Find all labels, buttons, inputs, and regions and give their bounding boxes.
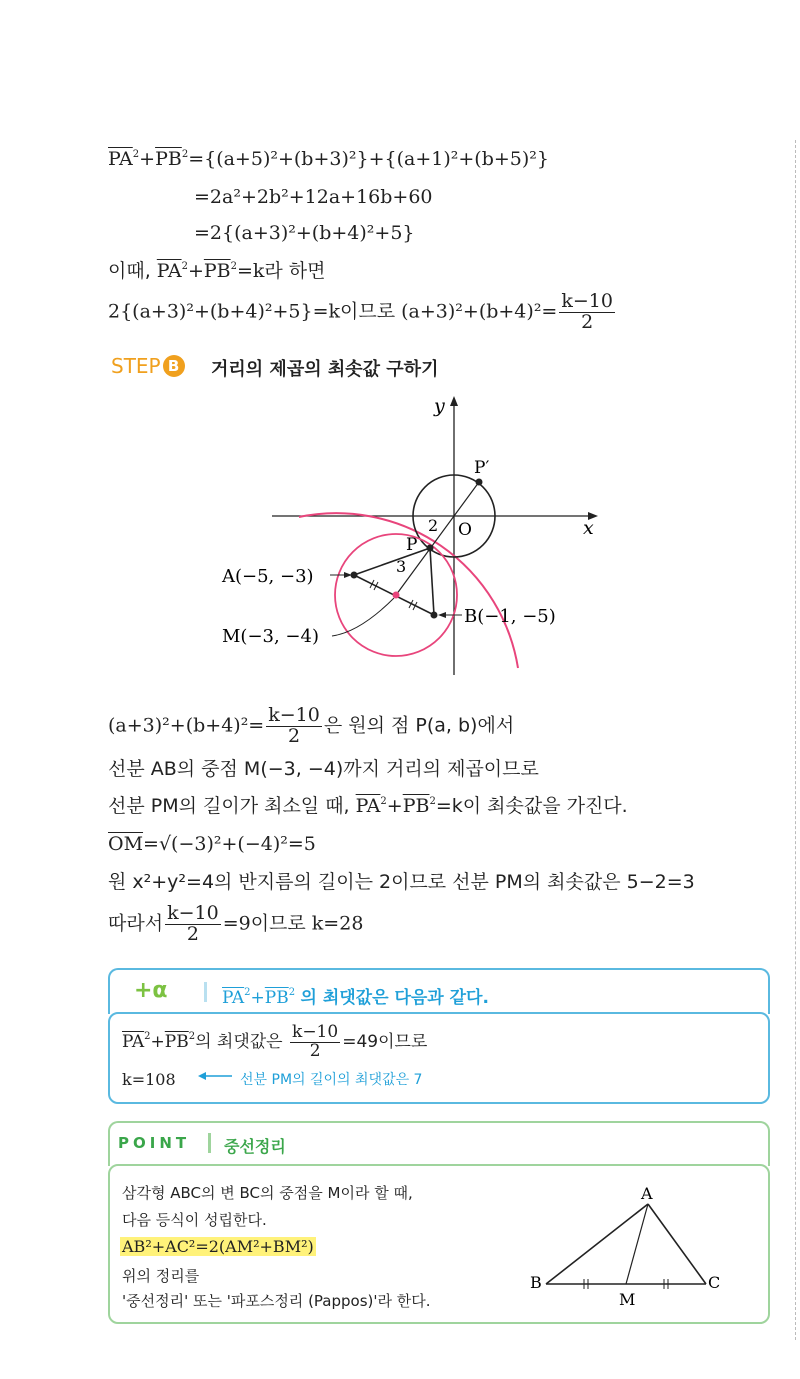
body-line-5: 원 x²+y²=4의 반지름의 길이는 2이므로 선분 PM의 최솟값은 5−2=3 bbox=[108, 871, 695, 893]
origin-label: O bbox=[458, 520, 472, 540]
alpha-note: 선분 PM의 길이의 최댓값은 7 bbox=[240, 1072, 423, 1088]
point-b bbox=[431, 612, 438, 619]
arrow-m bbox=[332, 598, 394, 636]
y-label: y bbox=[434, 395, 445, 417]
point-text-5: '중선정리' 또는 '파포스정리 (Pappos)'라 한다. bbox=[122, 1292, 431, 1310]
alpha-note-arrow bbox=[198, 1069, 234, 1083]
m-label: M(−3, −4) bbox=[222, 626, 319, 647]
point-text-4: 위의 정리를 bbox=[122, 1267, 200, 1285]
point-badge: POINT bbox=[118, 1134, 191, 1152]
point-text-2: 다음 등식이 성립한다. bbox=[122, 1211, 267, 1229]
point-divider bbox=[208, 1133, 211, 1153]
body-line-1: (a+3)²+(b+4)²= $\frac{k-10}{2}$ 은 원의 점 P(a, b)에서 bbox=[108, 704, 515, 747]
radius-label: 2 bbox=[428, 516, 439, 535]
segment-pb bbox=[430, 548, 434, 615]
alpha-line-1: $\overline{PA}^2+\overline{PB}^2$의 최댓값은 $\frac{k-10}{2}$ =49이므로 bbox=[122, 1022, 428, 1061]
tri-am bbox=[626, 1204, 648, 1284]
point-text-1: 삼각형 ABC의 변 BC의 중점을 M이라 할 때, bbox=[122, 1184, 413, 1202]
point-title: 중선정리 bbox=[224, 1137, 286, 1156]
arrow-b-head bbox=[438, 612, 446, 618]
point-m bbox=[393, 592, 400, 599]
tri-label-c: C bbox=[708, 1273, 721, 1292]
tri-ab bbox=[546, 1204, 648, 1284]
body-line-6: 따라서 $\frac{k-10}{2}$ =9이므로 k=28 bbox=[108, 902, 364, 945]
alpha-badge: +α bbox=[134, 978, 168, 1003]
p-label: P bbox=[406, 535, 418, 555]
body-line-3: 선분 PM의 길이가 최소일 때, $\overline{PA}^2+\overline{PB}^2=k$이 최솟값을 가진다. bbox=[108, 795, 628, 817]
derivation-line-5: 2{(a+3)²+(b+4)²+5}=k이므로 (a+3)²+(b+4)²= $\frac{k-10}{2}$ bbox=[108, 290, 613, 333]
pm-label: 3 bbox=[396, 557, 407, 576]
body-line-4: $\overline{OM}=√(-3)^2+(-4)^2=5$ bbox=[108, 833, 316, 855]
alpha-divider bbox=[204, 982, 207, 1002]
derivation-line-1: $\overline{PA}^2+\overline{PB}^2=\{(a+5)^2+(b+3)^2\}+\{(a+1)^2+(b+5)^2\}$ bbox=[108, 148, 550, 170]
median-triangle bbox=[520, 1180, 740, 1310]
y-axis-arrow bbox=[450, 396, 458, 406]
point-a bbox=[351, 572, 358, 579]
a-label: A(−5, −3) bbox=[222, 566, 314, 587]
point-formula: AB²+AC²=2(AM²+BM²) bbox=[122, 1237, 314, 1256]
step-label: STEP B bbox=[111, 354, 185, 378]
b-label: B(−1, −5) bbox=[464, 606, 556, 627]
derivation-line-4: 이때, $\overline{PA}^2+\overline{PB}^2=k$라 하면 bbox=[108, 260, 326, 282]
derivation-line-3: =2{(a+3)²+(b+4)²+5} bbox=[194, 222, 415, 244]
tri-label-b: B bbox=[530, 1273, 542, 1292]
body-line-2: 선분 AB의 중점 M(−3, −4)까지 거리의 제곱이므로 bbox=[108, 758, 539, 780]
derivation-line-2: =2a²+2b²+12a+16b+60 bbox=[194, 186, 433, 208]
alpha-heading: $\overline{PA}^2+\overline{PB}^2$ 의 최댓값은 다음과 같다. bbox=[222, 987, 489, 1008]
segment-ap bbox=[354, 548, 430, 575]
tri-label-a: A bbox=[641, 1184, 653, 1203]
alpha-line-2: k=108 bbox=[122, 1070, 176, 1089]
coordinate-figure bbox=[0, 380, 800, 690]
pprime-label: P′ bbox=[474, 458, 490, 478]
point-pprime bbox=[476, 479, 483, 486]
step-title: 거리의 제곱의 최솟값 구하기 bbox=[211, 359, 439, 380]
point-p bbox=[427, 545, 434, 552]
page-divider bbox=[795, 140, 796, 1340]
tri-ac bbox=[648, 1204, 706, 1284]
tri-label-m: M bbox=[619, 1290, 636, 1309]
x-label: x bbox=[583, 517, 594, 539]
